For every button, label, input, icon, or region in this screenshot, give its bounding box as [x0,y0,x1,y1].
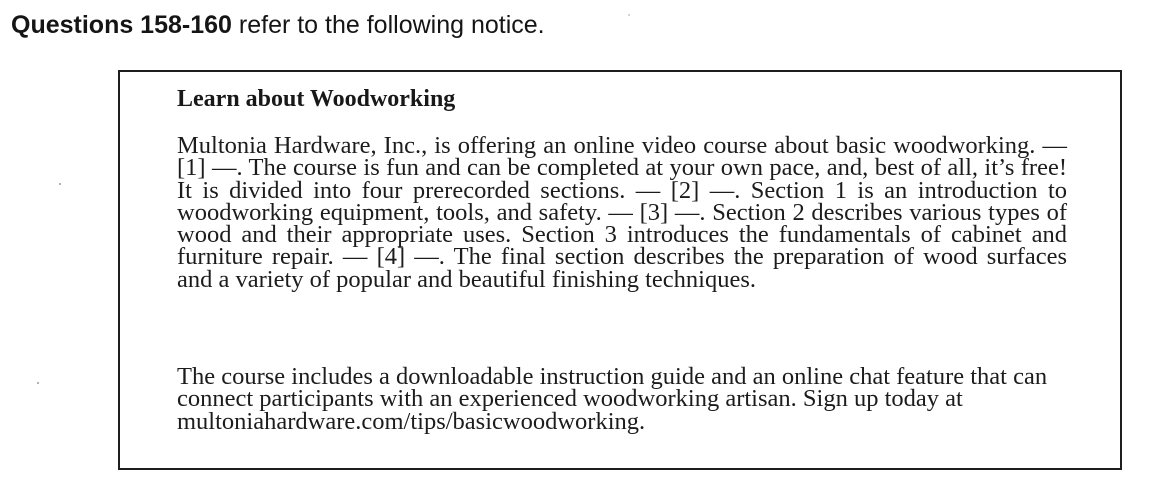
notice-title: Learn about Woodworking [177,86,456,112]
scan-speck [37,382,39,384]
notice-box [118,70,1122,470]
question-instruction: refer to the following notice. [238,11,545,39]
question-header [11,10,545,40]
question-range-label: Questions 158-160 [11,11,232,39]
notice-paragraph-2: The course includes a downloadable instruction guide and an online chat feature that can connect participants with an experienced woodworking artisan. Sign up today at multoniahardware.com/tips/basicwoodworking. [177,363,1048,435]
scan-speck [59,183,61,185]
notice-paragraph-1: Multonia Hardware, Inc., is offering an online video course about basic woodworking. — [1] —. The course is fun and can be completed at your own pace, and, best of all, it’s free! It is divided into four prerecorded sections. — [2] —. Section 1 is an introduction to woodworking equipment, tools, and safety. — [3] —. Section 2 describes various types of wood and their appropriate uses. Section 3 introduces the fundamentals of cabinet and furniture repair. — [4] —. The final section describes the preparation of wood surfaces and a variety of popular and beautiful finishing techniques. [177,132,1067,293]
scan-speck [628,14,630,16]
